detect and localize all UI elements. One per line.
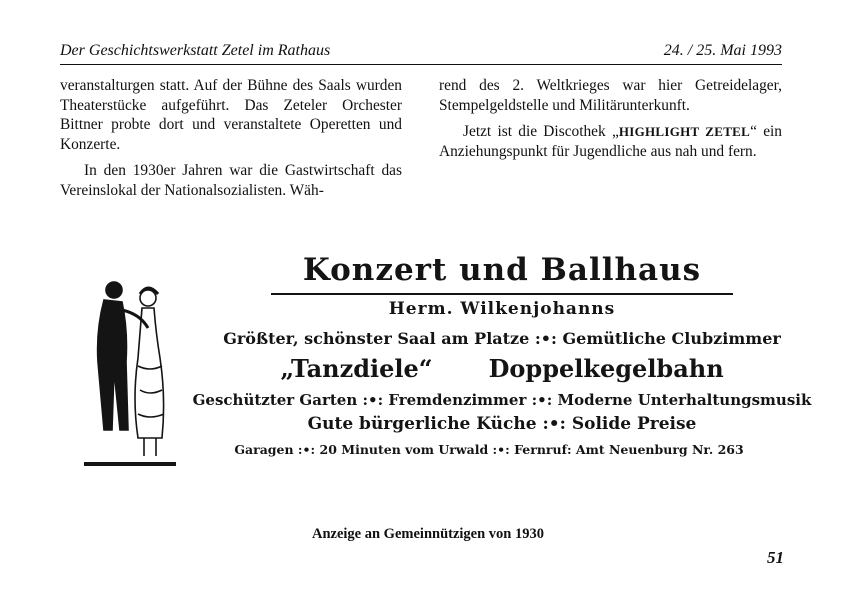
ad-tanzdiele: „Tanzdiele“	[280, 354, 433, 383]
dancing-couple-illustration	[82, 270, 178, 470]
ad-line-garten: Geschützter Garten :•: Fremdenzimmer :•: Moderne Unterhaltungsmusik	[192, 391, 812, 409]
advertisement-text	[192, 244, 812, 457]
ad-line-garagen: Garagen :•: 20 Minuten vom Urwald :•: Fernruf: Amt Neuenburg Nr. 263	[234, 442, 744, 457]
paragraph: rend des 2. Weltkrieges war hier Getreidelager, Stempelgeldstelle und Militärunterkunft.	[439, 77, 782, 114]
discotheque-name: HIGHLIGHT ZETEL	[618, 124, 751, 140]
ad-line-features	[222, 354, 782, 383]
running-header	[60, 42, 782, 65]
paragraph	[439, 122, 782, 161]
figure-caption: Anzeige an Gemeinnützigen von 1930	[312, 526, 544, 542]
ad-kegelbahn: Doppelkegelbahn	[488, 354, 724, 383]
historic-advertisement	[82, 244, 812, 494]
text-column-right	[439, 76, 782, 168]
ad-rule	[271, 293, 733, 295]
paragraph-text: “ ein Anziehungspunkt für Jugendliche aus nah und fern.	[439, 123, 782, 160]
text-column-left	[60, 76, 402, 208]
ad-line-kueche: Gute bürgerliche Küche :•: Solide Preise	[307, 414, 697, 434]
ad-title: Konzert und Ballhaus	[302, 252, 702, 288]
ad-line-saal: Größter, schönster Saal am Platze :•: Gemütliche Clubzimmer	[223, 329, 781, 348]
paragraph-text: Jetzt ist die Discothek „	[463, 123, 619, 141]
ad-owner: Herm. Wilkenjohanns	[388, 299, 616, 319]
page-number: 51	[767, 548, 784, 567]
paragraph: veranstalturgen statt. Auf der Bühne des Saals wurden Theaterstücke aufgeführt. Das Zeteler Orchester Bittner probte dort und veranstaltete Operetten und Konzerte.	[60, 77, 402, 153]
header-date: 24. / 25. Mai 1993	[663, 42, 782, 59]
paragraph: In den 1930er Jahren war die Gastwirtschaft das Vereinslokal der Nationalsozialisten. Wäh-	[60, 162, 402, 199]
header-title: Der Geschichtswerkstatt Zetel im Rathaus	[60, 42, 331, 59]
